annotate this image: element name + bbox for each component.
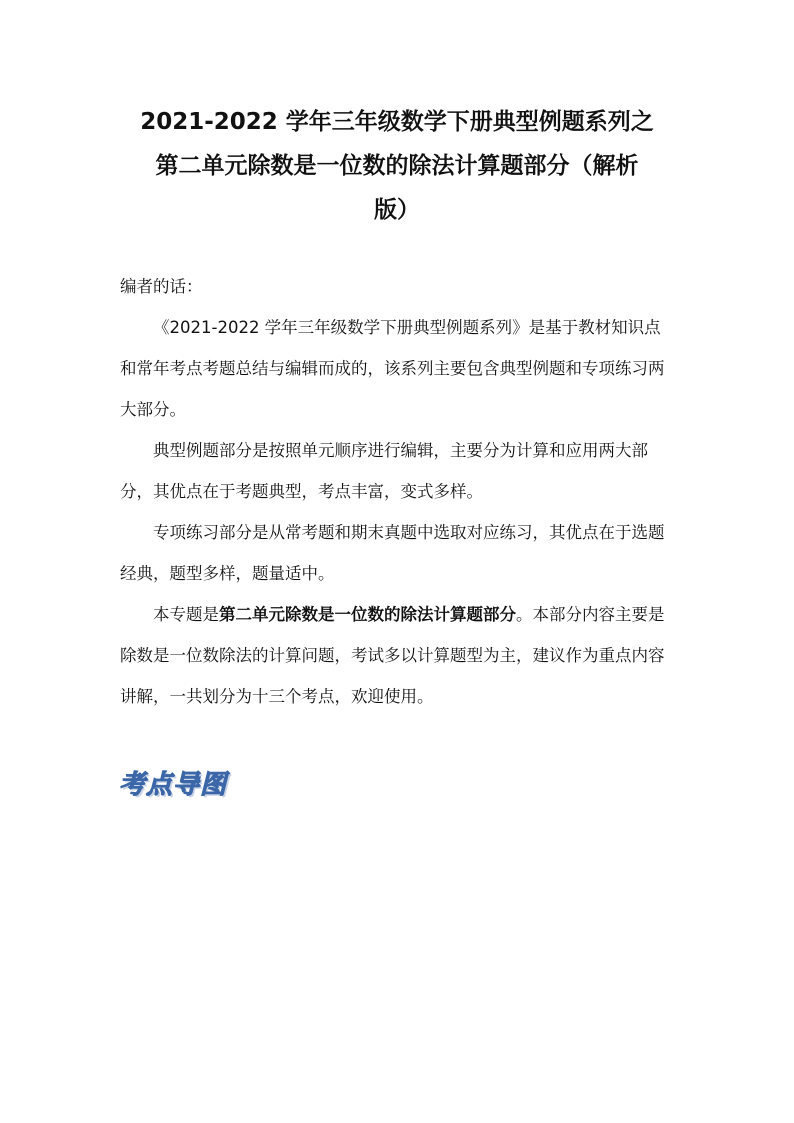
document-body <box>120 266 668 717</box>
topic-suffix: 。本部分内容主要是除数是一位数除法的计算问题，考试多以计算题型为主，建议作为重点内容讲解，一共划分为十三个考点，欢迎使用。 <box>120 605 665 706</box>
title-line-1: 2021-2022 学年三年级数学下册典型例题系列之 <box>140 109 654 135</box>
topic-name: 第二单元除数是一位数的除法计算题部分 <box>219 605 516 624</box>
paragraph-examples: 典型例题部分是按照单元顺序进行编辑，主要分为计算和应用两大部分，其优点在于考题典型，考点丰富，变式多样。 <box>120 441 648 501</box>
paragraph-topic <box>120 594 668 717</box>
paragraph-series-intro: 《2021-2022 学年三年级数学下册典型例题系列》是基于教材知识点和常年考点考题总结与编辑而成的，该系列主要包含典型例题和专项练习两大部分。 <box>120 318 665 419</box>
section-heading-mindmap: 考点导图 <box>119 770 228 800</box>
topic-prefix: 本专题是 <box>153 605 219 624</box>
paragraph-practice: 专项练习部分是从常考题和期末真题中选取对应练习，其优点在于选题经典，题型多样，题量适中。 <box>120 523 665 583</box>
intro-label: 编者的话： <box>120 277 203 296</box>
title-line-2: 第二单元除数是一位数的除法计算题部分（解析 <box>155 153 639 179</box>
title-line-3: 版） <box>374 197 420 223</box>
document-title <box>120 100 674 232</box>
